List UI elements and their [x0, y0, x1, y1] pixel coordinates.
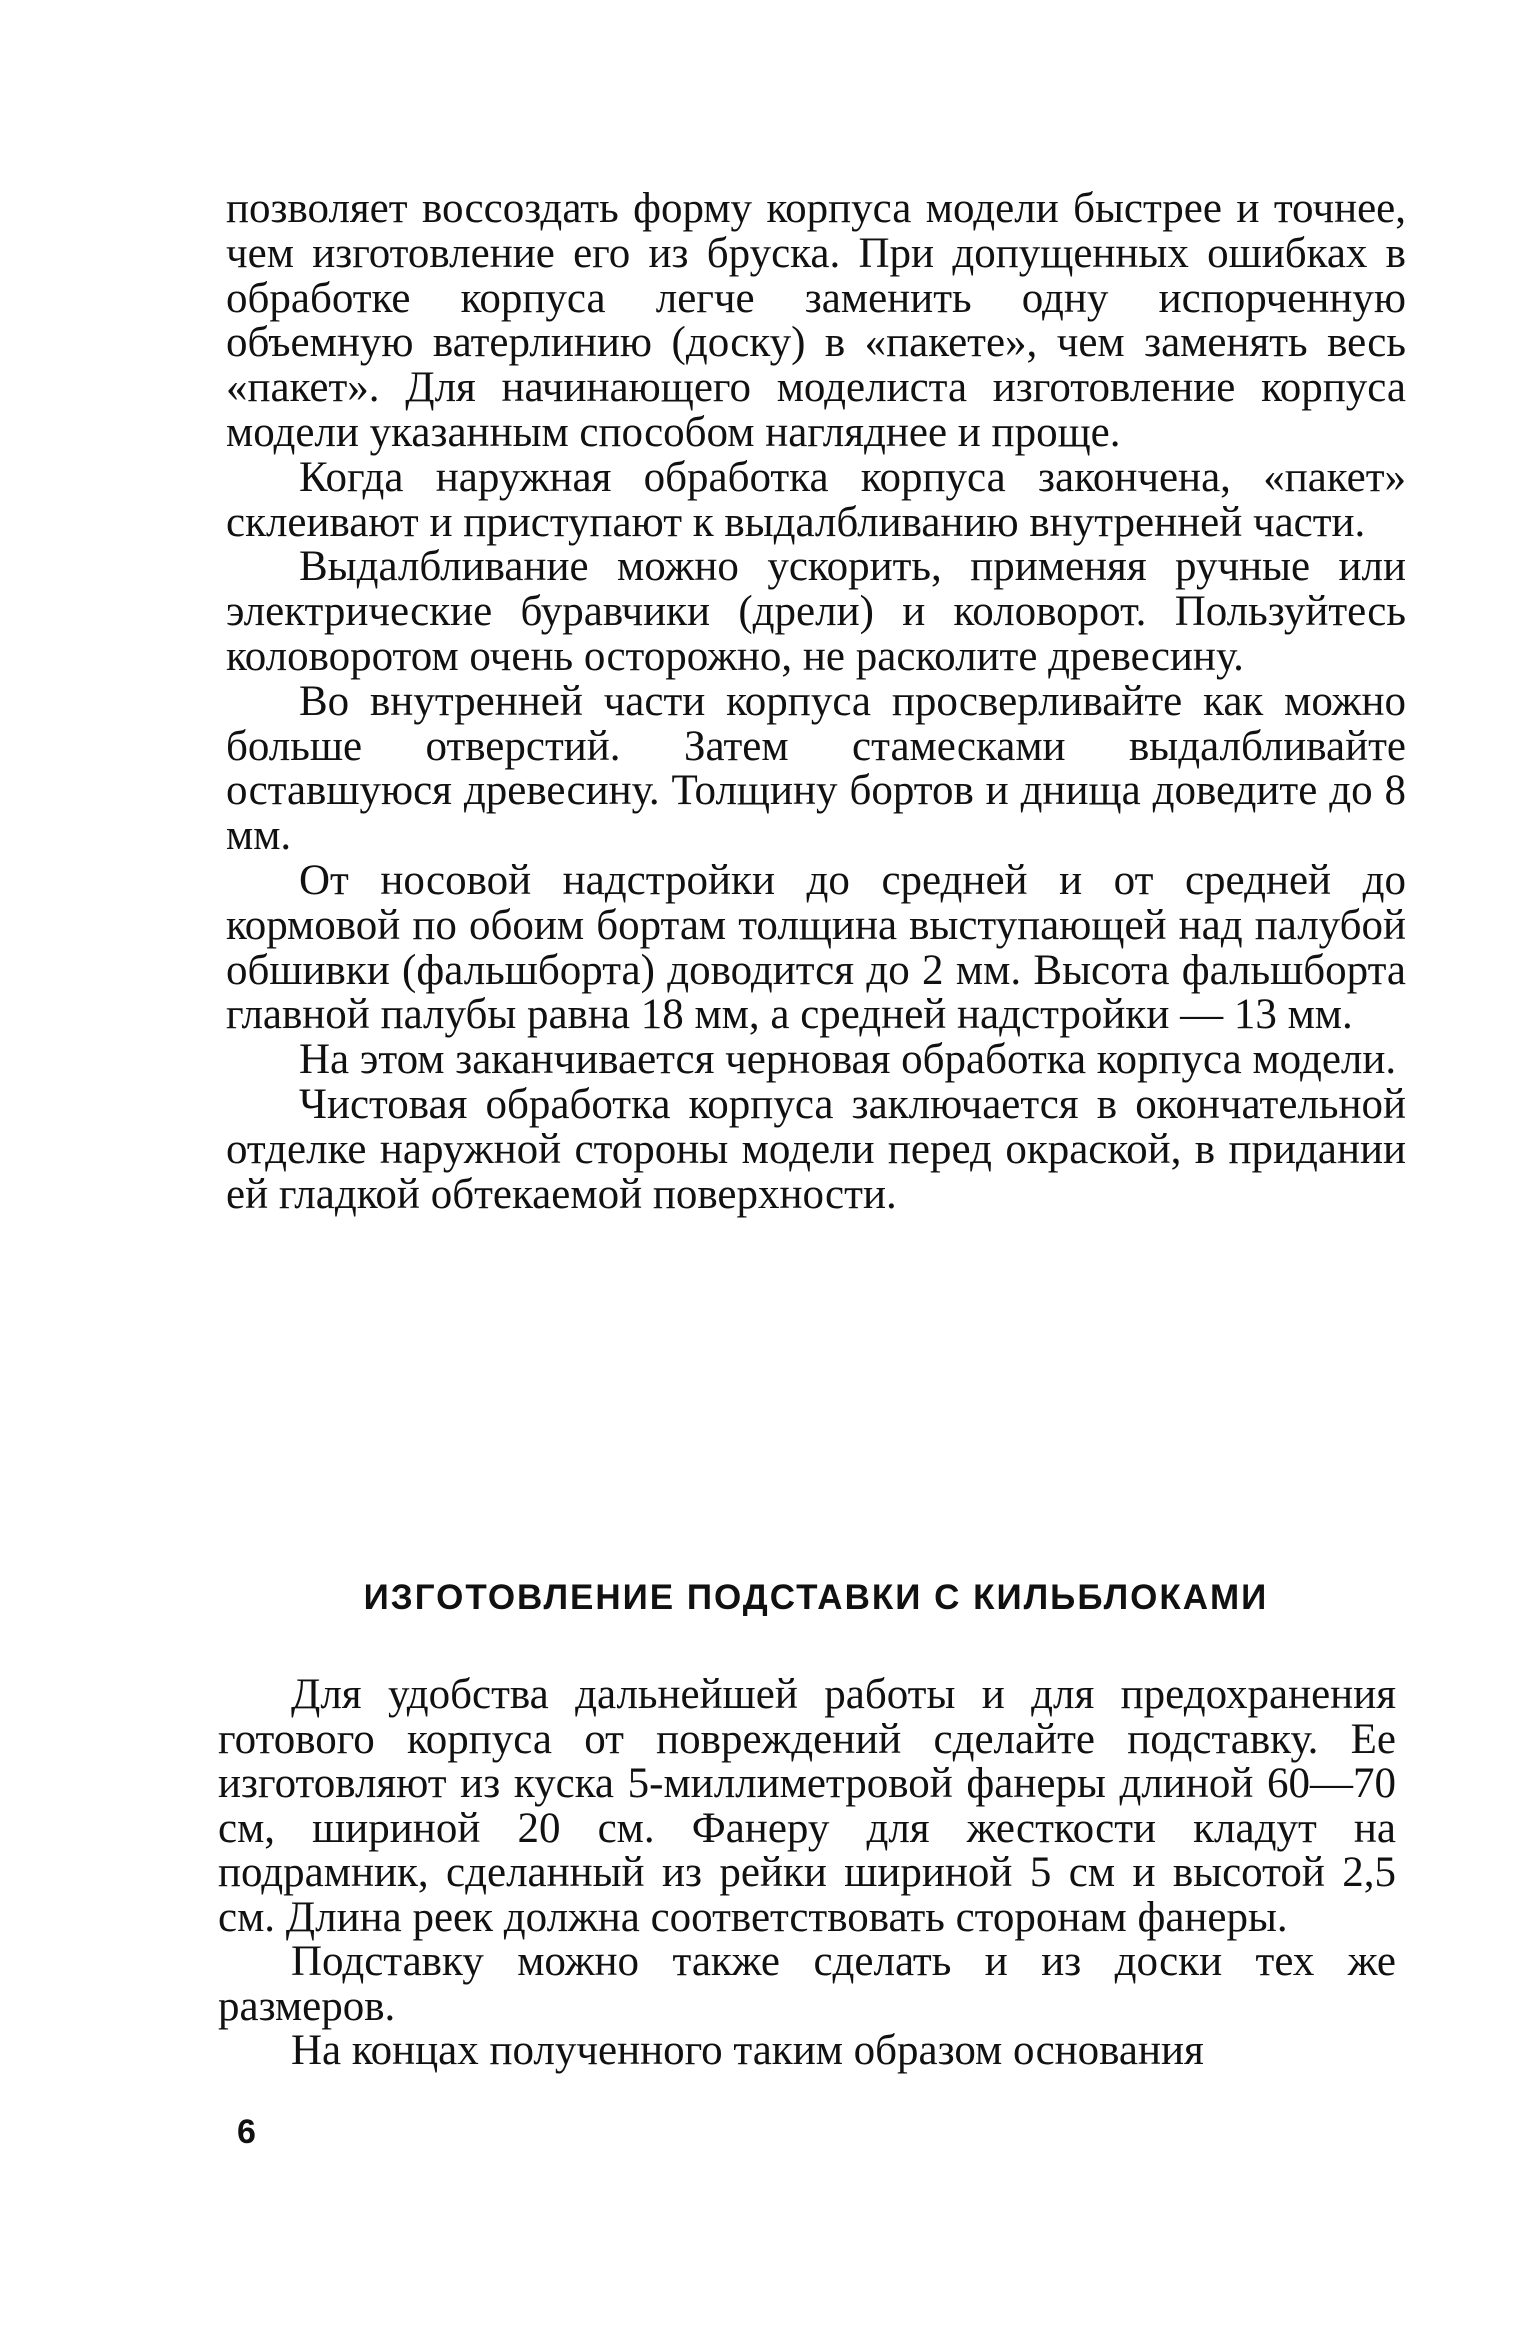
- paragraph-drilling-holes: Во внутренней части корпуса просверливайте как можно больше отверстий. Затем стамесками выдалбливайте оставшуюся древесину. Толщину бортов и днища доведите до 8 мм.: [226, 677, 1406, 860]
- text-block-bottom: [218, 1673, 1396, 2074]
- page-number: 6: [237, 2113, 256, 2151]
- paragraph-hollowing-tools: Выдалбливание можно ускорить, применяя ручные или электрические буравчики (дрели) и коловорот. Пользуйтесь коловоротом очень осторожно, не расколите древесину.: [226, 543, 1406, 680]
- paragraph-rough-finish: На этом заканчивается черновая обработка корпуса модели.: [299, 1036, 1397, 1084]
- paragraph-continuation: позволяет воссоздать форму корпуса модели быстрее и точнее, чем изготовление его из бруска. При допущенных ошибках в обработке корпуса легче заменить одну испорченную объемную ватерлинию (доску) в «пакете», чем заменять весь «пакет». Для начинающего моделиста изготовление корпуса модели указанным способом нагляднее и проще.: [226, 185, 1406, 456]
- paragraph-fine-finish: Чистовая обработка корпуса заключается в окончательной отделке наружной стороны модели перед окраской, в придании ей гладкой обтекаемой поверхности.: [226, 1080, 1406, 1218]
- text-block-top: [226, 187, 1406, 1217]
- paragraph-base-ends: На концах полученного таким образом основания: [291, 2027, 1204, 2074]
- paragraph-stand-plywood: Для удобства дальнейшей работы и для предохранения готового корпуса от повреждений сделайте подставку. Ее изготовляют из куска 5-миллиметровой фанеры длиной 60—70 см, шириной 20 см. Фанеру для жесткости кладут на подрамник, сделанный из рейки шириной 5 см и высотой 2,5 см. Длина реек должна соответствовать сторонам фанеры.: [218, 1671, 1396, 1941]
- paragraph-glue-packet: Когда наружная обработка корпуса закончена, «пакет» склеивают и приступают к выдалбливанию внутренней части.: [226, 453, 1406, 546]
- paragraph-stand-board: Подставку можно также сделать и из доски тех же размеров.: [218, 1938, 1396, 2030]
- section-heading: ИЗГОТОВЛЕНИЕ ПОДСТАВКИ С КИЛЬБЛОКАМИ: [363, 1578, 1269, 1617]
- paragraph-bulwark-thickness: От носовой надстройки до средней и от средней до кормовой по обоим бортам толщина выступающей над палубой обшивки (фальшборта) доводится до 2 мм. Высота фальшборта главной палубы равна 18 мм, а средней надстройки — 13 мм.: [226, 856, 1406, 1039]
